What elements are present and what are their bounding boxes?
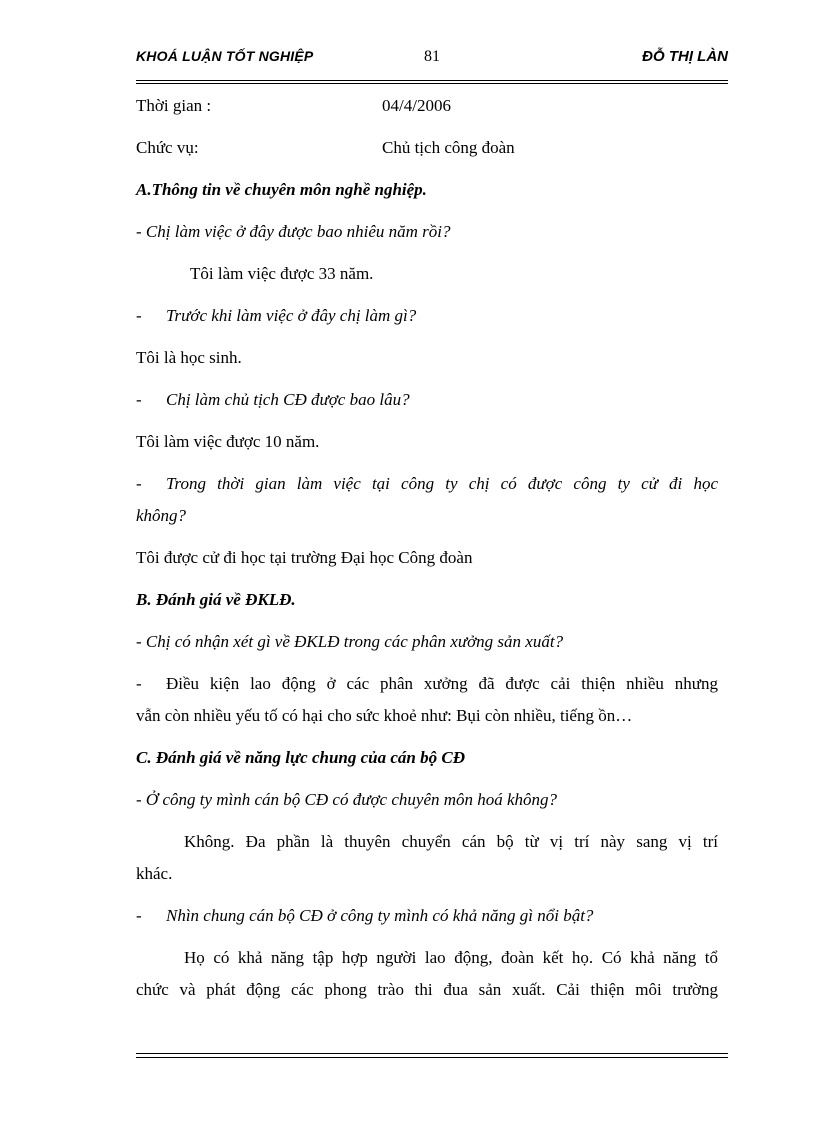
question-4-text: Trong thời gian làm việc tại công ty chị có được công ty cử đi học xyxy=(166,474,718,493)
answer-5-text: Điều kiện lao động ở các phân xưởng đã được cải thiện nhiều nhưng xyxy=(166,674,718,693)
bullet-dash: - xyxy=(136,674,142,693)
question-1: - Chị làm việc ở đây được bao nhiêu năm rồi? xyxy=(136,222,451,241)
header-rule-top xyxy=(136,80,728,81)
question-3-text: Chị làm chủ tịch CĐ được bao lâu? xyxy=(166,390,410,409)
header-left: KHOÁ LUẬN TỐT NGHIỆP xyxy=(136,48,314,64)
section-b-title: B. Đánh giá về ĐKLĐ. xyxy=(136,590,296,609)
answer-4: Tôi được cử đi học tại trường Đại học Công đoàn xyxy=(136,548,473,567)
answer-6: Không. Đa phần là thuyên chuyển cán bộ từ vị trí này sang vị trí xyxy=(184,832,718,851)
answer-1: Tôi làm việc được 33 năm. xyxy=(190,264,374,283)
question-7-text: Nhìn chung cán bộ CĐ ở công ty mình có khả năng gì nổi bật? xyxy=(166,906,594,925)
answer-6-cont: khác. xyxy=(136,864,173,883)
question-2-text: Trước khi làm việc ở đây chị làm gì? xyxy=(166,306,417,325)
bullet-dash: - xyxy=(136,390,142,409)
question-2 xyxy=(136,306,718,326)
section-c-title: C. Đánh giá về năng lực chung của cán bộ CĐ xyxy=(136,748,465,767)
question-4-cont: không? xyxy=(136,506,187,525)
bullet-dash: - xyxy=(136,474,142,493)
header-right: ĐỖ THỊ LÀN xyxy=(642,48,728,65)
question-4 xyxy=(136,474,718,494)
bullet-dash: - xyxy=(136,306,142,325)
answer-5 xyxy=(136,674,718,694)
position-label: Chức vụ: xyxy=(136,138,199,157)
question-3 xyxy=(136,390,718,410)
answer-7-cont: chức và phát động các phong trào thi đua sản xuất. Cải thiện môi trường xyxy=(136,980,718,999)
question-6: - Ở công ty mình cán bộ CĐ có được chuyên môn hoá không? xyxy=(136,790,558,809)
bullet-dash: - xyxy=(136,906,142,925)
header-rule-bottom xyxy=(136,83,728,84)
time-label: Thời gian : xyxy=(136,96,212,115)
footer-rule-bottom xyxy=(136,1057,728,1058)
position-value: Chủ tịch công đoàn xyxy=(382,138,515,157)
question-7 xyxy=(136,906,718,926)
time-value: 04/4/2006 xyxy=(382,96,451,115)
question-5: - Chị có nhận xét gì về ĐKLĐ trong các phân xưởng sản xuất? xyxy=(136,632,564,651)
answer-3: Tôi làm việc được 10 năm. xyxy=(136,432,320,451)
answer-7: Họ có khả năng tập hợp người lao động, đoàn kết họ. Có khả năng tổ xyxy=(184,948,718,967)
footer-rule-top xyxy=(136,1053,728,1054)
answer-2: Tôi là học sinh. xyxy=(136,348,242,367)
page-number: 81 xyxy=(424,48,440,65)
section-a-title: A.Thông tin về chuyên môn nghề nghiệp. xyxy=(136,180,427,199)
answer-5-cont: vẫn còn nhiều yếu tố có hại cho sức khoẻ như: Bụi còn nhiều, tiếng ồn… xyxy=(136,706,633,725)
position-row xyxy=(136,138,718,158)
time-row xyxy=(136,96,718,116)
